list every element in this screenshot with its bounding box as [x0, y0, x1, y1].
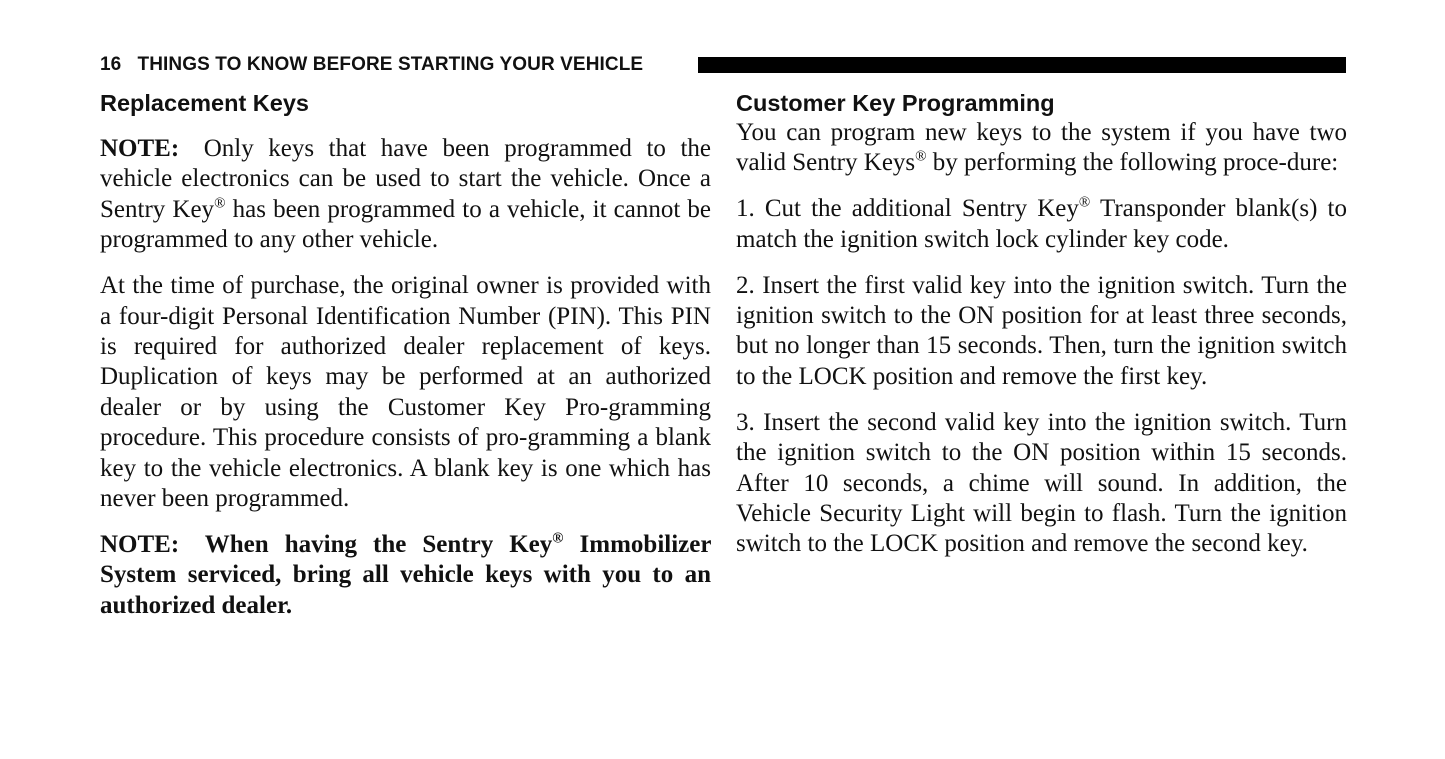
- body-text: Turn the ignition switch to the ON position within: [736, 408, 1347, 467]
- body-text: gramming procedure. This procedure consists of pro-: [100, 393, 711, 452]
- body-text: gramming a blank key to the vehicle electronics. A blank: [100, 424, 711, 482]
- body-text: key is one which has never been programmed.: [100, 454, 711, 512]
- note-text: a Sentry Key: [100, 165, 712, 223]
- body-text: dure:: [1286, 149, 1339, 177]
- body-text: addition, the Vehicle Security Light will begin to flash.: [736, 469, 1348, 527]
- body-text: by performing the following proce-: [932, 149, 1287, 177]
- body-text: 1. Cut the additional Sentry Key: [736, 195, 1079, 223]
- section-title-customer-key-programming: Customer Key Programming: [736, 90, 1055, 116]
- registered-mark: ®: [214, 195, 226, 212]
- body-text: remove the second key.: [1073, 530, 1308, 558]
- body-text: key.: [1166, 362, 1208, 390]
- note-text: When having the Sentry Key: [204, 530, 553, 558]
- body-text: 3. Insert the second valid key into the ignition switch.: [736, 408, 1292, 436]
- body-text: valid Sentry Keys: [736, 149, 916, 177]
- body-text: ignition switch to the LOCK position and remove the first: [736, 332, 1347, 390]
- note-paragraph-1: [100, 134, 711, 256]
- body-text: 15 seconds. After 10 seconds, a chime will sound. In: [736, 439, 1348, 497]
- pin-paragraph: [100, 271, 711, 514]
- body-text: You can program new keys to the system if you have two: [736, 119, 1347, 146]
- body-text: This PIN is required for authorized dealer replacement of: [100, 302, 711, 360]
- chapter-title: THINGS TO KNOW BEFORE STARTING YOUR VEHICLE: [137, 54, 644, 75]
- step-2: [736, 271, 1347, 393]
- body-text: At the time of purchase, the original owner is provided: [100, 272, 660, 300]
- intro-paragraph: [736, 118, 1347, 179]
- note-paragraph-2: [100, 530, 711, 621]
- page-number: 16: [100, 54, 122, 75]
- left-column: [100, 88, 711, 637]
- note-text: Only keys that have been programmed to the: [203, 135, 712, 162]
- note-text: has been programmed to a vehicle, it: [232, 195, 607, 223]
- body-text: seconds, but no longer than 15 seconds. Then, turn the: [736, 302, 1348, 360]
- header-text: [100, 54, 643, 76]
- header-rule: [698, 57, 1346, 73]
- note-text: System serviced, bring all vehicle keys with you to an: [100, 561, 711, 589]
- body-text: with a four-digit Personal Identification Number (PIN).: [100, 272, 711, 330]
- running-header: [100, 52, 1346, 78]
- note-text: authorized dealer.: [100, 591, 293, 619]
- body-text: to match the ignition switch lock cylinder key code.: [736, 195, 1347, 253]
- body-text: the ignition switch to the ON position for at least three: [736, 271, 1348, 330]
- registered-mark: ®: [552, 530, 564, 547]
- section-title-replacement-keys: Replacement Keys: [100, 90, 309, 116]
- step-1: [736, 194, 1347, 255]
- body-text: 2. Insert the first valid key into the ignition switch. Turn: [736, 271, 1310, 299]
- body-text: Turn the ignition switch to the LOCK position and: [736, 499, 1347, 558]
- note-text: vehicle electronics can be used to start the vehicle. Once: [100, 165, 691, 193]
- body-text: authorized dealer or by using the Customer Key Pro-: [100, 363, 712, 421]
- right-column: [736, 88, 1347, 575]
- body-text: Transponder blank(s): [1099, 195, 1318, 223]
- body-text: keys. Duplication of keys may be performed at an: [100, 332, 711, 391]
- registered-mark: ®: [915, 149, 927, 166]
- step-3: [736, 408, 1347, 560]
- note-label: NOTE:: [100, 530, 180, 558]
- note-text: cannot be programmed to any other vehicle.: [100, 195, 712, 254]
- registered-mark: ®: [1078, 194, 1091, 211]
- note-label: NOTE:: [100, 135, 180, 162]
- note-text: Immobilizer: [579, 530, 712, 558]
